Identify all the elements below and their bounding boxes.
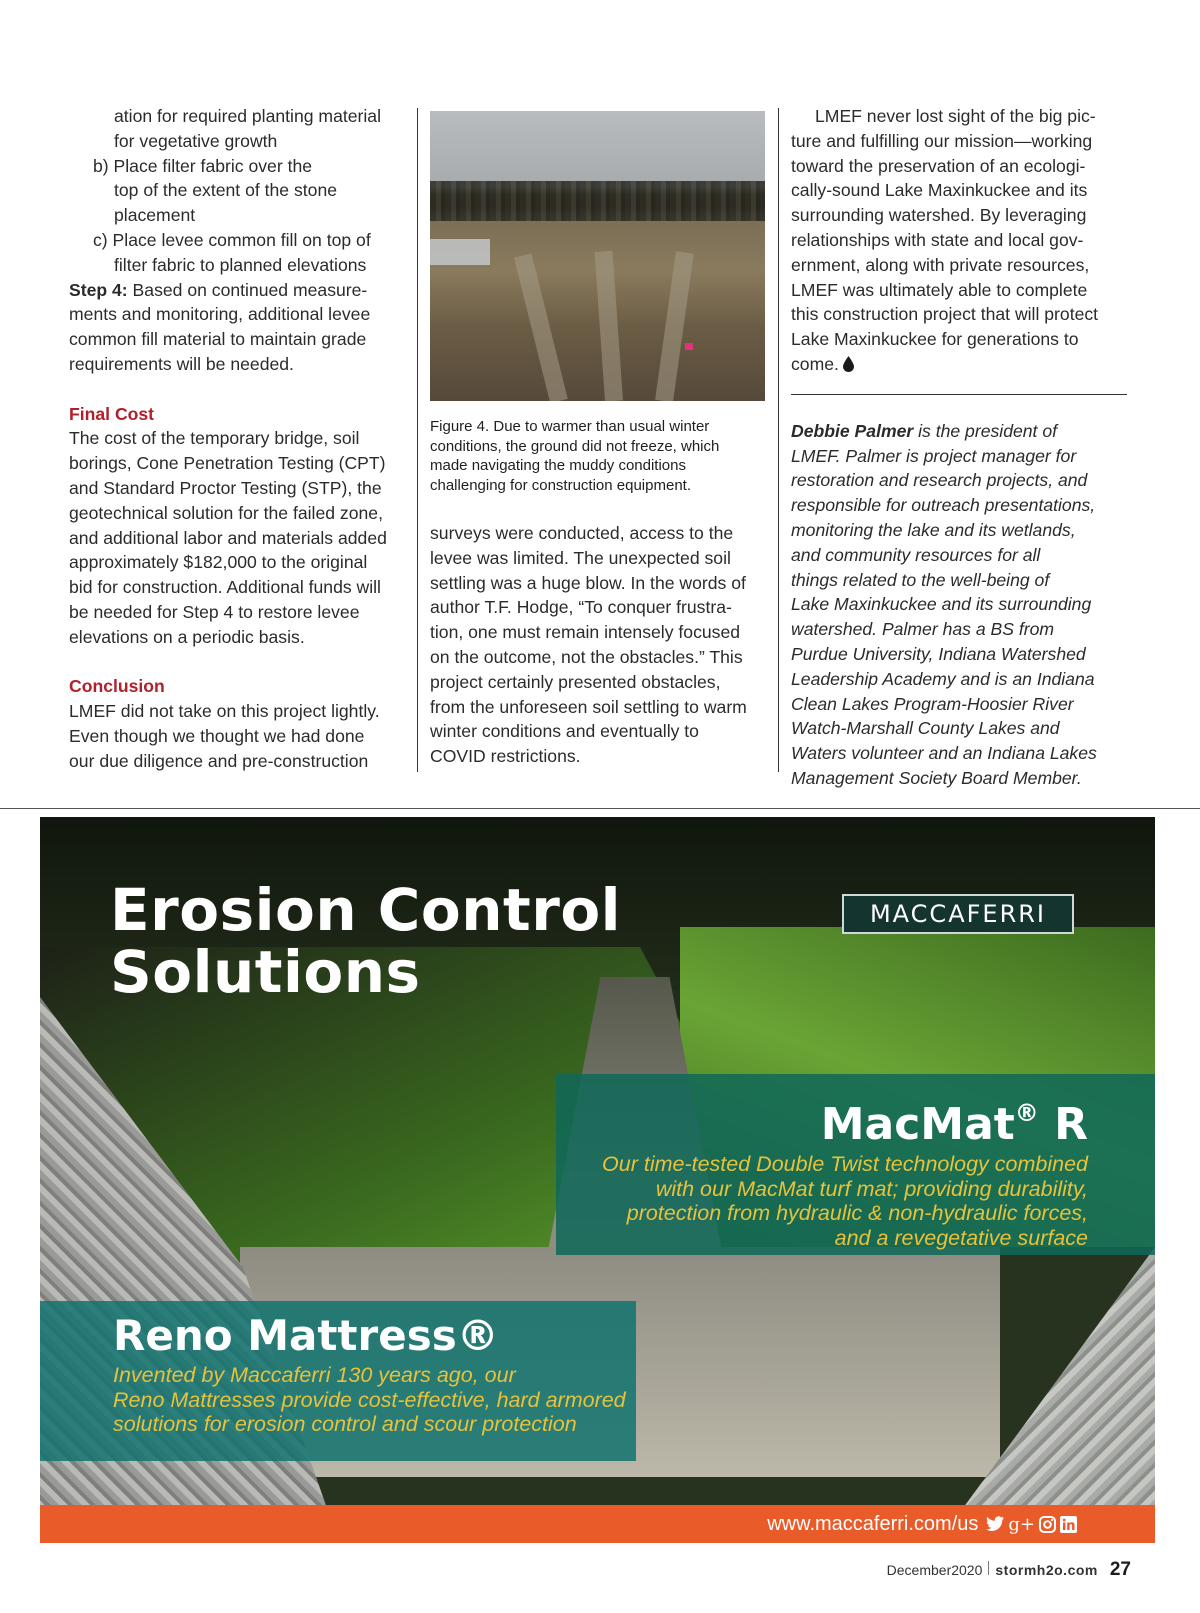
body-line: winter conditions and eventually to	[430, 721, 699, 742]
list-item: top of the extent of the stone	[114, 180, 338, 201]
body-line: requirements will be needed.	[69, 353, 294, 374]
list-item: b) Place filter fabric over the	[93, 155, 313, 176]
author-name: Debbie Palmer	[791, 420, 914, 441]
body-line: borings, Cone Penetration Testing (CPT)	[69, 453, 386, 474]
bio-line: Clean Lakes Program-Hoosier River	[791, 693, 1074, 714]
body-line: our due diligence and pre-construction	[69, 750, 369, 771]
final-cost-heading: Final Cost	[69, 403, 155, 424]
body-line: toward the preservation of an ecologi-	[791, 155, 1086, 176]
bio-line: and community resources for all	[791, 544, 1041, 565]
body-line: surveys were conducted, access to the	[430, 523, 734, 543]
reno-mattress-panel	[40, 1301, 636, 1461]
bio-line: Leadership Academy and is an Indiana	[791, 668, 1095, 689]
ad-headline-line: Solutions	[110, 938, 421, 1006]
bio-line: things related to the well-being of	[791, 569, 1050, 590]
page-footer	[887, 1559, 1131, 1581]
body-line: geotechnical solution for the failed zone,	[69, 502, 383, 523]
bio-line: responsible for outreach presentations,	[791, 495, 1096, 516]
instagram-icon[interactable]	[1039, 1516, 1056, 1533]
caption-line: challenging for construction equipment.	[430, 476, 691, 494]
body-line: Even though we thought we had done	[69, 725, 365, 746]
bio-line: Watch-Marshall County Lakes and	[791, 718, 1060, 739]
macmat-desc-line: Our time-tested Double Twist technology combined	[602, 1152, 1088, 1176]
twitter-icon[interactable]	[986, 1516, 1004, 1532]
caption-line: Figure 4. Due to warmer than usual winter	[430, 418, 710, 435]
body-line: ture and fulfilling our mission—working	[791, 130, 1093, 151]
macmat-name: MacMat	[820, 1099, 1015, 1150]
site-name: stormh2o.com	[995, 1562, 1098, 1578]
google-plus-icon[interactable]: g+	[1008, 1513, 1035, 1535]
body-line: and additional labor and materials added	[69, 527, 387, 548]
bio-line: LMEF. Palmer is project manager for	[791, 445, 1077, 466]
author-bio	[791, 419, 1131, 444]
caption-line: conditions, the ground did not freeze, which	[430, 437, 720, 455]
figure-caption	[430, 417, 765, 495]
maccaferri-logo: MACCAFERRI	[842, 894, 1074, 934]
bio-line: watershed. Palmer has a BS from	[791, 619, 1055, 640]
list-item: c) Place levee common fill on top of	[93, 229, 371, 250]
body-line: from the unforeseen soil settling to warm	[430, 696, 747, 717]
linkedin-icon[interactable]	[1060, 1516, 1077, 1533]
footer-separator	[988, 1561, 989, 1575]
body-line: and Standard Proctor Testing (STP), the	[69, 477, 382, 498]
body-line	[791, 352, 1131, 377]
ad-headline	[110, 876, 622, 1006]
conclusion-heading: Conclusion	[69, 676, 165, 697]
bio-line: monitoring the lake and its wetlands,	[791, 519, 1076, 540]
body-line: common fill material to maintain grade	[69, 329, 367, 350]
list-item: ation for required planting material	[114, 106, 381, 126]
water-drop-icon	[843, 356, 854, 372]
ad-footer-bar	[40, 1505, 1155, 1543]
body-line: tion, one must remain intensely focused	[430, 622, 741, 643]
reno-desc-line: solutions for erosion control and scour protection	[113, 1412, 577, 1436]
body-line: elevations on a periodic basis.	[69, 626, 305, 647]
body-line: relationships with state and local gov-	[791, 229, 1084, 250]
caption-line: made navigating the muddy conditions	[430, 457, 686, 474]
body-line: ernment, along with private resources,	[791, 254, 1090, 275]
bio-divider	[791, 394, 1127, 395]
list-item: for vegetative growth	[114, 130, 278, 151]
website-link[interactable]: www.maccaferri.com/us	[767, 1512, 979, 1535]
reno-desc-line: Reno Mattresses provide cost-effective, hard armored	[113, 1387, 626, 1412]
bio-line: Purdue University, Indiana Watershed	[791, 643, 1086, 664]
maccaferri-advertisement	[40, 817, 1155, 1543]
body-line: cally-sound Lake Maxinkuckee and its	[791, 180, 1088, 201]
body-line: The cost of the temporary bridge, soil	[69, 428, 360, 449]
macmat-desc-line: with our MacMat turf mat; providing durability,	[655, 1176, 1088, 1201]
body-line: author T.F. Hodge, “To conquer frustra-	[430, 597, 732, 618]
macmat-desc-line: protection from hydraulic & non-hydraulic forces,	[626, 1201, 1088, 1225]
body-line: approximately $182,000 to the original	[69, 552, 368, 573]
step-4-label: Step 4:	[69, 279, 128, 300]
column-3	[791, 104, 1131, 791]
body-line: bid for construction. Additional funds will	[69, 577, 381, 598]
bio-line: Management Society Board Member.	[791, 767, 1082, 788]
body-line: this construction project that will protect	[791, 304, 1099, 325]
macmat-panel	[556, 1074, 1155, 1255]
issue-date: December2020	[886, 1562, 983, 1578]
body-line: settling was a huge blow. In the words of	[430, 572, 746, 593]
body-line: LMEF never lost sight of the big pic-	[815, 106, 1096, 126]
figure-4-photo	[430, 111, 765, 401]
macmat-desc-line: and a revegetative surface	[834, 1225, 1088, 1250]
body-line: project certainly presented obstacles,	[430, 671, 721, 692]
social-icons	[986, 1514, 1077, 1535]
page-number: 27	[1109, 1559, 1131, 1580]
body-line: Lake Maxinkuckee for generations to	[791, 329, 1079, 350]
body-line: levee was limited. The unexpected soil	[430, 547, 731, 568]
body-line: on the outcome, not the obstacles.” This	[430, 646, 743, 667]
column-2	[430, 104, 765, 769]
step-4-text: Based on continued measure-	[127, 279, 368, 300]
body-line: surrounding watershed. By leveraging	[791, 205, 1087, 226]
body-line: be needed for Step 4 to restore levee	[69, 601, 360, 622]
bio-line: restoration and research projects, and	[791, 470, 1088, 491]
bio-text: is the president of	[913, 420, 1057, 441]
bio-line: Waters volunteer and an Indiana Lakes	[791, 743, 1097, 764]
body-line: LMEF did not take on this project lightly.	[69, 701, 380, 722]
column-divider	[417, 108, 418, 772]
ad-headline-line: Erosion Control	[110, 876, 622, 944]
body-line: LMEF was ultimately able to complete	[791, 279, 1088, 300]
reno-mattress-title: Reno Mattress®	[113, 1311, 499, 1360]
step-4-paragraph	[69, 278, 404, 303]
list-item: placement	[114, 205, 196, 226]
reno-desc-line: Invented by Maccaferri 130 years ago, our	[113, 1363, 516, 1387]
body-line: ments and monitoring, additional levee	[69, 304, 371, 325]
macmat-suffix: R	[1038, 1099, 1088, 1150]
body-line: COVID restrictions.	[430, 746, 581, 767]
end-text: come.	[791, 353, 839, 374]
column-divider	[778, 108, 779, 772]
bio-line: Lake Maxinkuckee and its surrounding	[791, 594, 1092, 615]
page-divider	[0, 808, 1200, 809]
survey-flag	[685, 343, 693, 350]
list-item: filter fabric to planned elevations	[114, 254, 367, 275]
macmat-title	[556, 1074, 1088, 1152]
registered-mark: ®	[1014, 1099, 1039, 1127]
column-1	[69, 104, 404, 774]
